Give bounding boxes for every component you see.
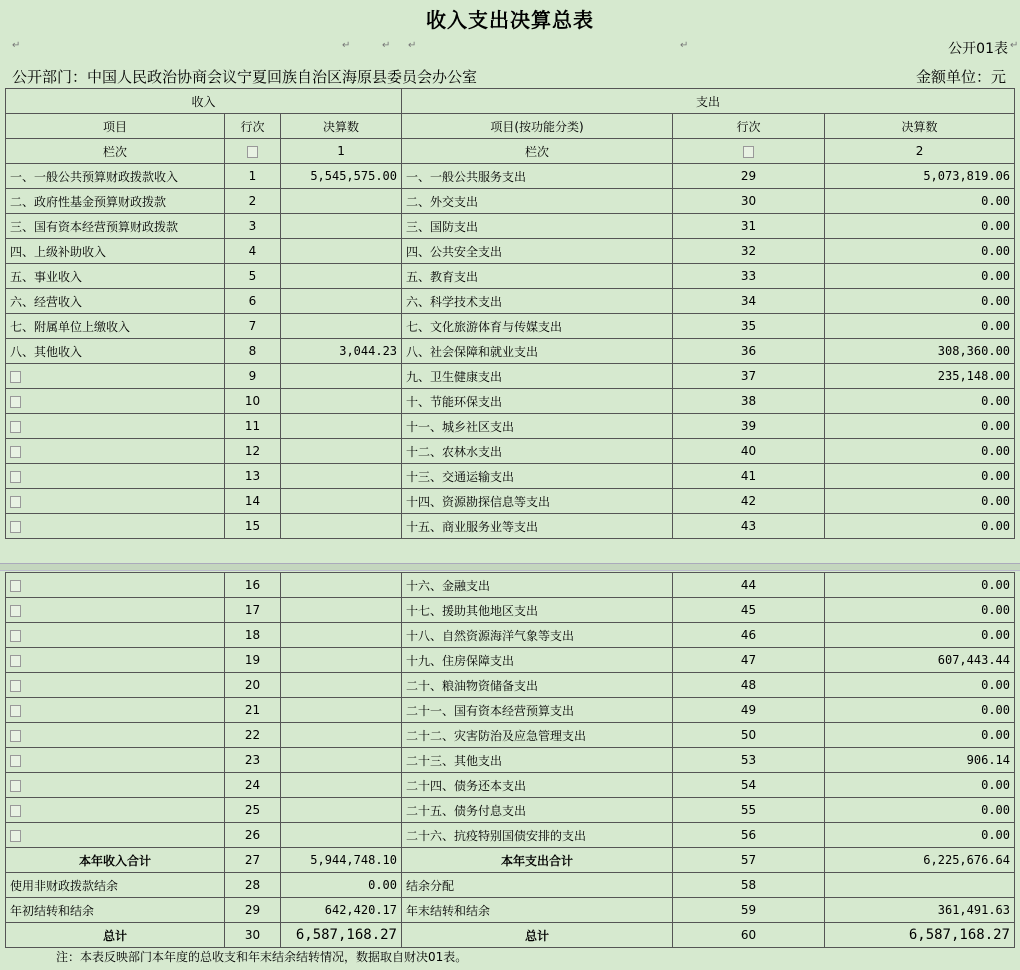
income-row-no: 26 <box>225 823 281 848</box>
checkbox-placeholder <box>10 471 21 483</box>
expense-item: 五、教育支出 <box>402 264 673 289</box>
expense-amount: 0.00 <box>825 464 1015 489</box>
table-row <box>6 848 1015 873</box>
income-item: 八、其他收入 <box>6 339 225 364</box>
income-amount <box>281 214 402 239</box>
income-item: 三、国有资本经营预算财政拨款 <box>6 214 225 239</box>
income-item: 总计 <box>6 923 225 948</box>
income-row-no: 14 <box>225 489 281 514</box>
income-row-no: 7 <box>225 314 281 339</box>
expense-row-no: 42 <box>673 489 825 514</box>
table-row <box>6 573 1015 598</box>
expense-row-no: 50 <box>673 723 825 748</box>
income-row-no: 21 <box>225 698 281 723</box>
expense-row-no: 59 <box>673 898 825 923</box>
amount-unit-label: 金额单位：元 <box>915 68 1006 86</box>
checkbox-placeholder <box>10 396 21 408</box>
expense-amount: 0.00 <box>825 264 1015 289</box>
table-row <box>6 898 1015 923</box>
income-amount <box>281 414 402 439</box>
department-label: 公开部门：中国人民政治协商会议宁夏回族自治区海原县委员会办公室 <box>12 68 478 86</box>
income-row-no: 5 <box>225 264 281 289</box>
expense-row-no: 49 <box>673 698 825 723</box>
expense-item: 年末结转和结余 <box>402 898 673 923</box>
page-title: 收入支出决算总表 <box>426 8 594 32</box>
expense-amount: 0.00 <box>825 673 1015 698</box>
expense-row-no: 40 <box>673 439 825 464</box>
expense-amount: 6,587,168.27 <box>825 923 1015 948</box>
table-row <box>6 773 1015 798</box>
income-amount <box>281 264 402 289</box>
expense-amount: 0.00 <box>825 289 1015 314</box>
expense-item: 二十二、灾害防治及应急管理支出 <box>402 723 673 748</box>
income-amount <box>281 289 402 314</box>
expense-item: 十六、金融支出 <box>402 573 673 598</box>
income-item <box>6 748 225 773</box>
expense-row-no: 33 <box>673 264 825 289</box>
income-row-no: 15 <box>225 514 281 539</box>
expense-amount: 0.00 <box>825 623 1015 648</box>
expense-row-no: 53 <box>673 748 825 773</box>
table-row <box>6 598 1015 623</box>
expense-row-no: 38 <box>673 389 825 414</box>
income-item: 七、附属单位上缴收入 <box>6 314 225 339</box>
expense-row-no: 48 <box>673 673 825 698</box>
expense-rowno-header: 行次 <box>673 114 825 139</box>
income-amount <box>281 239 402 264</box>
expense-amount: 0.00 <box>825 598 1015 623</box>
table-row <box>6 648 1015 673</box>
expense-row-no: 44 <box>673 573 825 598</box>
expense-amount: 0.00 <box>825 723 1015 748</box>
income-row-no: 1 <box>225 164 281 189</box>
expense-item: 十九、住房保障支出 <box>402 648 673 673</box>
table-row <box>6 439 1015 464</box>
table-row <box>6 923 1015 948</box>
income-row-no: 12 <box>225 439 281 464</box>
expense-item: 三、国防支出 <box>402 214 673 239</box>
income-amount <box>281 464 402 489</box>
income-amount <box>281 439 402 464</box>
income-amount <box>281 723 402 748</box>
expense-amount: 0.00 <box>825 514 1015 539</box>
form-number: 公开01表 <box>948 41 1008 57</box>
expense-item: 十四、资源勘探信息等支出 <box>402 489 673 514</box>
checkbox-placeholder <box>10 755 21 767</box>
expense-amount: 6,225,676.64 <box>825 848 1015 873</box>
income-amount <box>281 364 402 389</box>
table-row <box>6 164 1015 189</box>
expense-item: 十八、自然资源海洋气象等支出 <box>402 623 673 648</box>
income-item <box>6 598 225 623</box>
income-row-no: 6 <box>225 289 281 314</box>
expense-row-no: 47 <box>673 648 825 673</box>
expense-amount <box>825 873 1015 898</box>
income-item <box>6 464 225 489</box>
expense-amount: 0.00 <box>825 214 1015 239</box>
checkbox-placeholder <box>10 421 21 433</box>
checkbox-placeholder <box>10 521 21 533</box>
income-row-no: 3 <box>225 214 281 239</box>
expense-item: 总计 <box>402 923 673 948</box>
income-item <box>6 573 225 598</box>
income-amount: 6,587,168.27 <box>281 923 402 948</box>
table-row <box>6 389 1015 414</box>
income-row-no: 8 <box>225 339 281 364</box>
expense-item: 十七、援助其他地区支出 <box>402 598 673 623</box>
checkbox-placeholder <box>10 496 21 508</box>
expense-amount: 0.00 <box>825 798 1015 823</box>
expense-amount: 0.00 <box>825 573 1015 598</box>
income-amount <box>281 489 402 514</box>
table-row <box>6 239 1015 264</box>
income-expense-table-bottom <box>5 572 1015 948</box>
expense-section-header: 支出 <box>402 89 1015 114</box>
checkbox-placeholder <box>10 780 21 792</box>
expense-row-no: 31 <box>673 214 825 239</box>
income-item-header: 项目 <box>6 114 225 139</box>
expense-item: 十、节能环保支出 <box>402 389 673 414</box>
income-row-no: 13 <box>225 464 281 489</box>
income-item <box>6 364 225 389</box>
checkbox-placeholder <box>225 139 281 164</box>
checkbox-placeholder <box>10 830 21 842</box>
page-separator <box>0 563 1020 571</box>
income-amount <box>281 823 402 848</box>
income-amount <box>281 648 402 673</box>
expense-row-no: 32 <box>673 239 825 264</box>
income-item: 年初结转和结余 <box>6 898 225 923</box>
table-row <box>6 798 1015 823</box>
expense-amount: 5,073,819.06 <box>825 164 1015 189</box>
expense-item: 结余分配 <box>402 873 673 898</box>
expense-col-number: 2 <box>825 139 1015 164</box>
income-section-header: 收入 <box>6 89 402 114</box>
income-amount <box>281 573 402 598</box>
expense-amount: 906.14 <box>825 748 1015 773</box>
income-item <box>6 514 225 539</box>
income-row-no: 16 <box>225 573 281 598</box>
checkbox-placeholder <box>10 371 21 383</box>
income-amount: 3,044.23 <box>281 339 402 364</box>
income-amount-header: 决算数 <box>281 114 402 139</box>
income-row-no: 20 <box>225 673 281 698</box>
checkbox-placeholder <box>10 730 21 742</box>
income-row-no: 17 <box>225 598 281 623</box>
income-item <box>6 489 225 514</box>
income-row-no: 24 <box>225 773 281 798</box>
income-row-no: 19 <box>225 648 281 673</box>
table-row <box>6 673 1015 698</box>
income-rowno-header: 行次 <box>225 114 281 139</box>
expense-amount: 0.00 <box>825 314 1015 339</box>
income-item <box>6 389 225 414</box>
expense-item: 二、外交支出 <box>402 189 673 214</box>
checkbox-placeholder <box>10 705 21 717</box>
expense-amount: 0.00 <box>825 239 1015 264</box>
income-amount <box>281 598 402 623</box>
income-item <box>6 623 225 648</box>
expense-amount: 0.00 <box>825 823 1015 848</box>
expense-row-no: 55 <box>673 798 825 823</box>
paragraph-marks: ↵ ↵ ↵ ↵ ↵ ↵ <box>12 40 1019 51</box>
table-row <box>6 289 1015 314</box>
income-item: 本年收入合计 <box>6 848 225 873</box>
expense-amount: 0.00 <box>825 189 1015 214</box>
expense-row-no: 60 <box>673 923 825 948</box>
expense-row-no: 54 <box>673 773 825 798</box>
expense-amount-header: 决算数 <box>825 114 1015 139</box>
income-row-no: 22 <box>225 723 281 748</box>
income-item <box>6 439 225 464</box>
income-row-no: 2 <box>225 189 281 214</box>
expense-item: 二十三、其他支出 <box>402 748 673 773</box>
footnote: 注：本表反映部门本年度的总收支和年末结余结转情况，数据取自财决01表。 <box>56 950 468 964</box>
expense-item: 一、一般公共服务支出 <box>402 164 673 189</box>
table-row <box>6 748 1015 773</box>
income-row-no: 29 <box>225 898 281 923</box>
income-amount <box>281 748 402 773</box>
income-expense-table-top <box>5 88 1015 539</box>
table-row <box>6 489 1015 514</box>
expense-row-no: 41 <box>673 464 825 489</box>
table-row <box>6 264 1015 289</box>
table-row <box>6 214 1015 239</box>
expense-row-no: 58 <box>673 873 825 898</box>
income-amount <box>281 189 402 214</box>
expense-item: 十五、商业服务业等支出 <box>402 514 673 539</box>
table-row <box>6 414 1015 439</box>
expense-row-no: 45 <box>673 598 825 623</box>
income-item <box>6 648 225 673</box>
checkbox-placeholder <box>10 680 21 692</box>
expense-amount: 0.00 <box>825 773 1015 798</box>
expense-amount: 0.00 <box>825 698 1015 723</box>
table-row <box>6 514 1015 539</box>
expense-amount: 0.00 <box>825 389 1015 414</box>
income-row-no: 10 <box>225 389 281 414</box>
expense-item: 六、科学技术支出 <box>402 289 673 314</box>
expense-row-no: 56 <box>673 823 825 848</box>
table-row <box>6 314 1015 339</box>
income-item <box>6 698 225 723</box>
expense-item: 九、卫生健康支出 <box>402 364 673 389</box>
income-row-no: 25 <box>225 798 281 823</box>
table-row <box>6 698 1015 723</box>
expense-row-no: 36 <box>673 339 825 364</box>
table-row <box>6 464 1015 489</box>
expense-amount: 0.00 <box>825 489 1015 514</box>
checkbox-placeholder <box>10 805 21 817</box>
income-item <box>6 723 225 748</box>
expense-amount: 0.00 <box>825 414 1015 439</box>
income-col-number: 1 <box>281 139 402 164</box>
expense-item: 七、文化旅游体育与传媒支出 <box>402 314 673 339</box>
income-amount: 642,420.17 <box>281 898 402 923</box>
expense-item: 本年支出合计 <box>402 848 673 873</box>
income-amount <box>281 773 402 798</box>
checkbox-placeholder <box>673 139 825 164</box>
income-amount: 5,545,575.00 <box>281 164 402 189</box>
income-amount <box>281 673 402 698</box>
income-row-no: 30 <box>225 923 281 948</box>
income-item: 五、事业收入 <box>6 264 225 289</box>
expense-row-no: 35 <box>673 314 825 339</box>
expense-item: 八、社会保障和就业支出 <box>402 339 673 364</box>
expense-item: 十三、交通运输支出 <box>402 464 673 489</box>
table-row <box>6 623 1015 648</box>
expense-item: 十二、农林水支出 <box>402 439 673 464</box>
expense-col-label: 栏次 <box>402 139 673 164</box>
table-row <box>6 364 1015 389</box>
table-row <box>6 723 1015 748</box>
checkbox-placeholder <box>10 446 21 458</box>
income-item <box>6 798 225 823</box>
income-row-no: 9 <box>225 364 281 389</box>
expense-row-no: 30 <box>673 189 825 214</box>
income-item: 使用非财政拨款结余 <box>6 873 225 898</box>
checkbox-placeholder <box>10 630 21 642</box>
expense-row-no: 46 <box>673 623 825 648</box>
expense-row-no: 39 <box>673 414 825 439</box>
income-amount <box>281 314 402 339</box>
expense-row-no: 37 <box>673 364 825 389</box>
expense-item: 二十四、债务还本支出 <box>402 773 673 798</box>
expense-item: 二十、粮油物资储备支出 <box>402 673 673 698</box>
income-item: 一、一般公共预算财政拨款收入 <box>6 164 225 189</box>
income-amount: 5,944,748.10 <box>281 848 402 873</box>
income-row-no: 23 <box>225 748 281 773</box>
income-amount <box>281 389 402 414</box>
income-item <box>6 823 225 848</box>
income-amount: 0.00 <box>281 873 402 898</box>
income-row-no: 18 <box>225 623 281 648</box>
expense-amount: 235,148.00 <box>825 364 1015 389</box>
income-amount <box>281 798 402 823</box>
income-item: 六、经营收入 <box>6 289 225 314</box>
checkbox-placeholder <box>10 655 21 667</box>
expense-row-no: 57 <box>673 848 825 873</box>
table-row <box>6 873 1015 898</box>
table-row <box>6 339 1015 364</box>
expense-row-no: 29 <box>673 164 825 189</box>
income-item <box>6 673 225 698</box>
expense-item: 二十一、国有资本经营预算支出 <box>402 698 673 723</box>
expense-item: 二十六、抗疫特别国债安排的支出 <box>402 823 673 848</box>
income-item: 四、上级补助收入 <box>6 239 225 264</box>
income-item <box>6 414 225 439</box>
income-row-no: 11 <box>225 414 281 439</box>
table-row <box>6 823 1015 848</box>
expense-item: 十一、城乡社区支出 <box>402 414 673 439</box>
expense-item-header: 项目(按功能分类) <box>402 114 673 139</box>
table-row <box>6 189 1015 214</box>
expense-amount: 308,360.00 <box>825 339 1015 364</box>
income-item <box>6 773 225 798</box>
income-amount <box>281 623 402 648</box>
expense-row-no: 34 <box>673 289 825 314</box>
expense-amount: 607,443.44 <box>825 648 1015 673</box>
income-row-no: 27 <box>225 848 281 873</box>
income-row-no: 28 <box>225 873 281 898</box>
expense-item: 四、公共安全支出 <box>402 239 673 264</box>
income-row-no: 4 <box>225 239 281 264</box>
expense-row-no: 43 <box>673 514 825 539</box>
expense-amount: 0.00 <box>825 439 1015 464</box>
checkbox-placeholder <box>10 580 21 592</box>
income-col-label: 栏次 <box>6 139 225 164</box>
income-amount <box>281 698 402 723</box>
expense-amount: 361,491.63 <box>825 898 1015 923</box>
income-amount <box>281 514 402 539</box>
checkbox-placeholder <box>10 605 21 617</box>
income-item: 二、政府性基金预算财政拨款 <box>6 189 225 214</box>
expense-item: 二十五、债务付息支出 <box>402 798 673 823</box>
